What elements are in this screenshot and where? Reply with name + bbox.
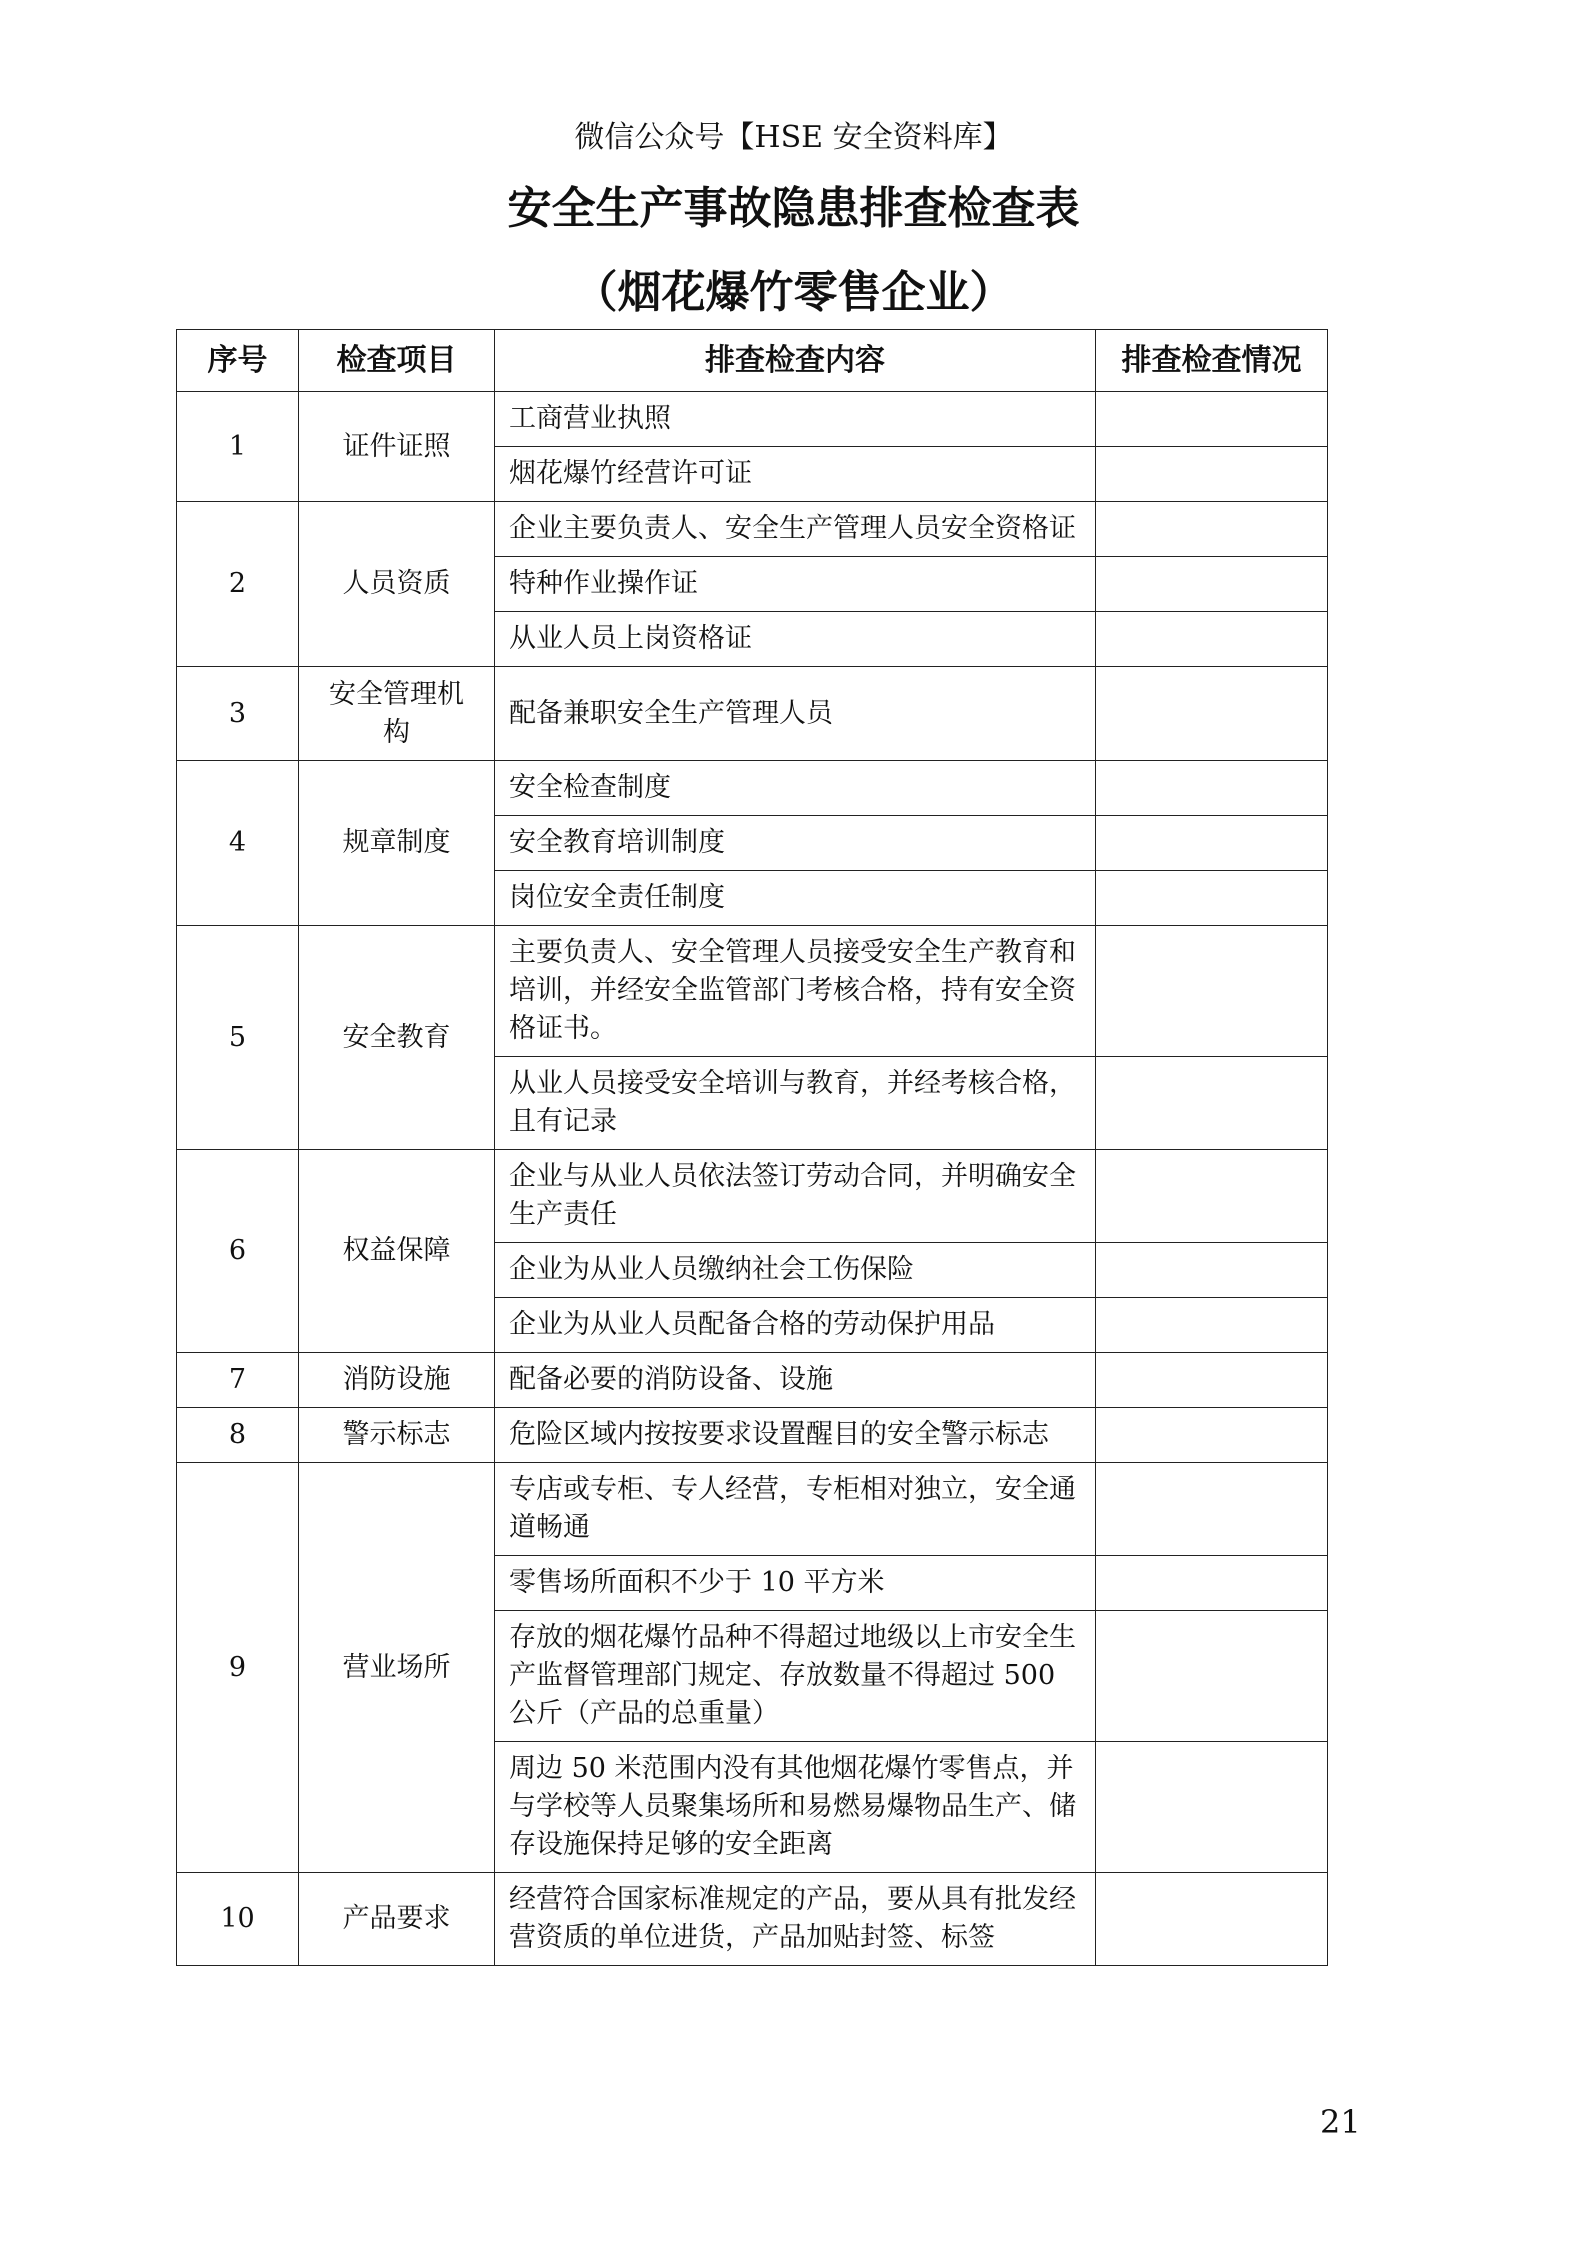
- result-cell[interactable]: [1096, 392, 1328, 447]
- result-cell[interactable]: [1096, 1611, 1328, 1742]
- table-row: [177, 926, 1328, 1057]
- content-cell: 岗位安全责任制度: [495, 871, 1096, 926]
- content-cell: 特种作业操作证: [495, 557, 1096, 612]
- content-cell: 企业为从业人员缴纳社会工伤保险: [495, 1243, 1096, 1298]
- item-cell: 营业场所: [299, 1463, 495, 1873]
- content-cell: 存放的烟花爆竹品种不得超过地级以上市安全生产监督管理部门规定、存放数量不得超过 500 公斤（产品的总重量）: [495, 1611, 1096, 1742]
- result-cell[interactable]: [1096, 1150, 1328, 1243]
- result-cell[interactable]: [1096, 1873, 1328, 1966]
- item-cell: 产品要求: [299, 1873, 495, 1966]
- result-cell[interactable]: [1096, 1742, 1328, 1873]
- table-row: [177, 1873, 1328, 1966]
- header-item: 检查项目: [299, 330, 495, 392]
- result-cell[interactable]: [1096, 1298, 1328, 1353]
- result-cell[interactable]: [1096, 667, 1328, 761]
- item-cell: 规章制度: [299, 761, 495, 926]
- item-cell: 证件证照: [299, 392, 495, 502]
- header-seq: 序号: [177, 330, 299, 392]
- document-subtitle: （烟花爆竹零售企业）: [573, 267, 1014, 318]
- header-result: 排查检查情况: [1096, 330, 1328, 392]
- seq-cell: 2: [177, 502, 299, 667]
- table-row: [177, 667, 1328, 761]
- content-cell: 工商营业执照: [495, 392, 1096, 447]
- content-cell: 主要负责人、安全管理人员接受安全生产教育和培训，并经安全监管部门考核合格，持有安全资格证书。: [495, 926, 1096, 1057]
- table-row: [177, 1150, 1328, 1243]
- table-header-row: [177, 330, 1328, 392]
- result-cell[interactable]: [1096, 871, 1328, 926]
- content-cell: 周边 50 米范围内没有其他烟花爆竹零售点，并与学校等人员聚集场所和易燃易爆物品生产、储存设施保持足够的安全距离: [495, 1742, 1096, 1873]
- content-cell: 经营符合国家标准规定的产品，要从具有批发经营资质的单位进货，产品加贴封签、标签: [495, 1873, 1096, 1966]
- seq-cell: 10: [177, 1873, 299, 1966]
- result-cell[interactable]: [1096, 1556, 1328, 1611]
- item-cell: 权益保障: [299, 1150, 495, 1353]
- result-cell[interactable]: [1096, 1057, 1328, 1150]
- table-row: [177, 1463, 1328, 1556]
- table-row: [177, 502, 1328, 557]
- item-cell: 人员资质: [299, 502, 495, 667]
- content-cell: 安全检查制度: [495, 761, 1096, 816]
- result-cell[interactable]: [1096, 926, 1328, 1057]
- content-cell: 专店或专柜、专人经营，专柜相对独立，安全通道畅通: [495, 1463, 1096, 1556]
- seq-cell: 1: [177, 392, 299, 502]
- content-cell: 危险区域内按按要求设置醒目的安全警示标志: [495, 1408, 1096, 1463]
- content-cell: 配备必要的消防设备、设施: [495, 1353, 1096, 1408]
- result-cell[interactable]: [1096, 612, 1328, 667]
- result-cell[interactable]: [1096, 557, 1328, 612]
- result-cell[interactable]: [1096, 1463, 1328, 1556]
- result-cell[interactable]: [1096, 1408, 1328, 1463]
- content-cell: 从业人员接受安全培训与教育，并经考核合格，且有记录: [495, 1057, 1096, 1150]
- item-cell: 安全教育: [299, 926, 495, 1150]
- header-content: 排查检查内容: [495, 330, 1096, 392]
- content-cell: 企业与从业人员依法签订劳动合同，并明确安全生产责任: [495, 1150, 1096, 1243]
- item-cell: 警示标志: [299, 1408, 495, 1463]
- seq-cell: 5: [177, 926, 299, 1150]
- result-cell[interactable]: [1096, 502, 1328, 557]
- seq-cell: 8: [177, 1408, 299, 1463]
- table-row: [177, 392, 1328, 447]
- result-cell[interactable]: [1096, 447, 1328, 502]
- item-cell: 安全管理机构: [299, 667, 495, 761]
- seq-cell: 9: [177, 1463, 299, 1873]
- inspection-table: [176, 329, 1328, 1966]
- content-cell: 企业为从业人员配备合格的劳动保护用品: [495, 1298, 1096, 1353]
- content-cell: 配备兼职安全生产管理人员: [495, 667, 1096, 761]
- result-cell[interactable]: [1096, 761, 1328, 816]
- table-row: [177, 1408, 1328, 1463]
- seq-cell: 3: [177, 667, 299, 761]
- seq-cell: 7: [177, 1353, 299, 1408]
- document-title: 安全生产事故隐患排查检查表: [507, 183, 1080, 234]
- item-cell: 消防设施: [299, 1353, 495, 1408]
- result-cell[interactable]: [1096, 816, 1328, 871]
- table-row: [177, 761, 1328, 816]
- seq-cell: 6: [177, 1150, 299, 1353]
- table-row: [177, 1353, 1328, 1408]
- result-cell[interactable]: [1096, 1353, 1328, 1408]
- content-cell: 安全教育培训制度: [495, 816, 1096, 871]
- content-cell: 零售场所面积不少于 10 平方米: [495, 1556, 1096, 1611]
- result-cell[interactable]: [1096, 1243, 1328, 1298]
- page-number: 21: [1320, 2103, 1361, 2141]
- wechat-account-line: 微信公众号【HSE 安全资料库】: [574, 120, 1013, 155]
- content-cell: 从业人员上岗资格证: [495, 612, 1096, 667]
- content-cell: 烟花爆竹经营许可证: [495, 447, 1096, 502]
- content-cell: 企业主要负责人、安全生产管理人员安全资格证: [495, 502, 1096, 557]
- seq-cell: 4: [177, 761, 299, 926]
